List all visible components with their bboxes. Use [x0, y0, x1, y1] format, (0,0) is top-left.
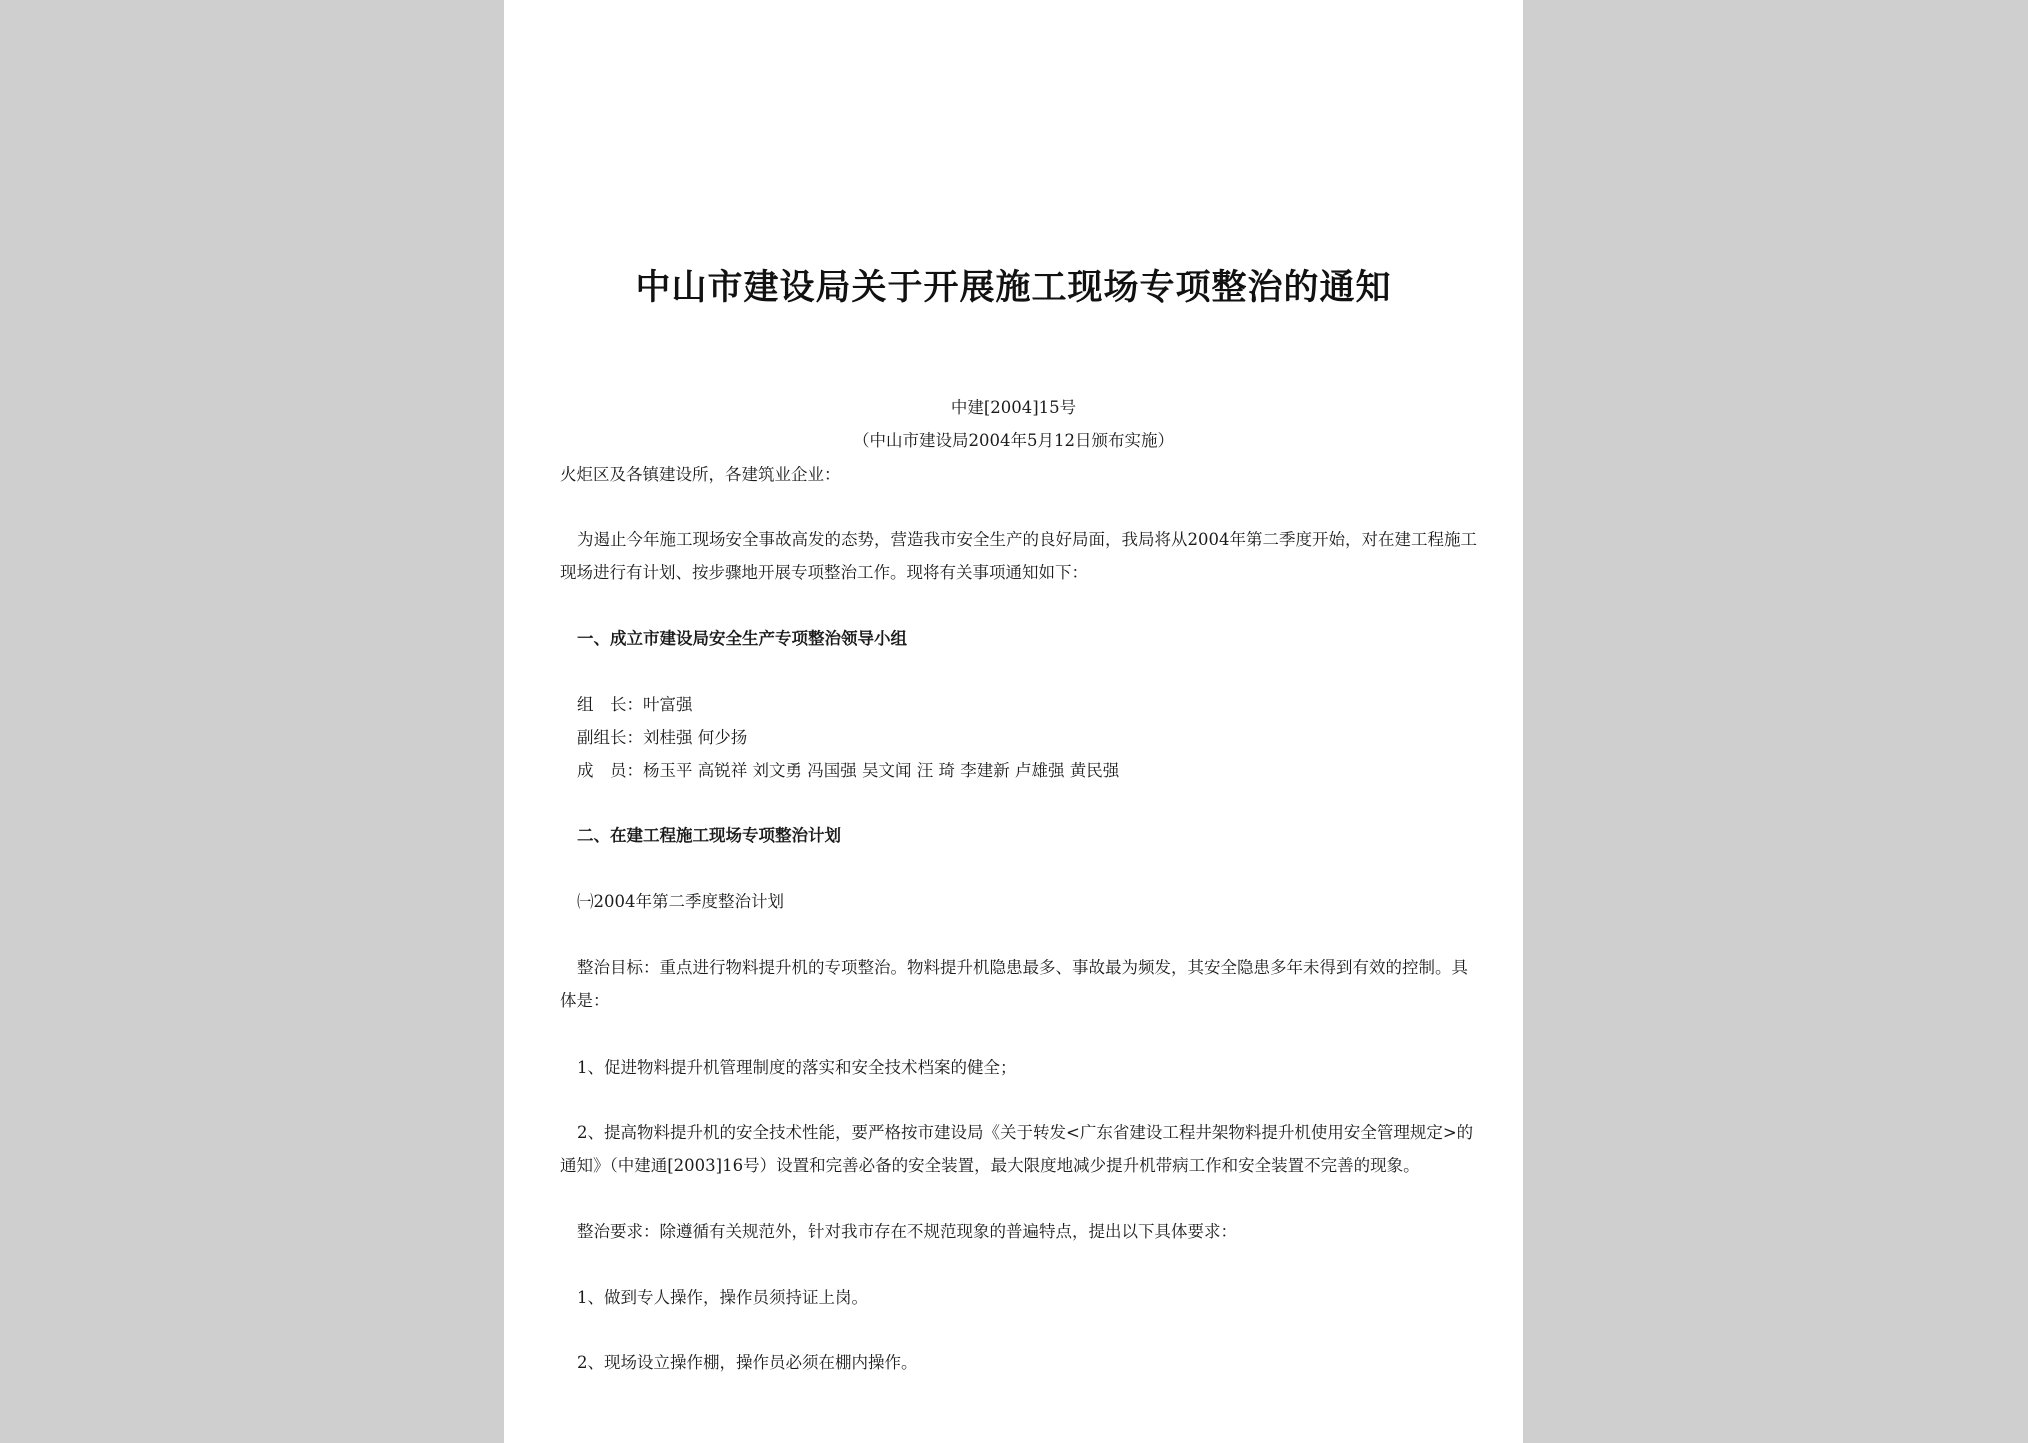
deputy-line: 副组长：刘桂强 何少扬	[577, 728, 748, 747]
requirement-intro: 整治要求：除遵循有关规范外，针对我市存在不规范现象的普遍特点，提出以下具体要求：	[577, 1222, 1237, 1241]
subsection-heading: ㈠2004年第二季度整治计划	[577, 892, 784, 911]
document-page	[504, 0, 1523, 1443]
section-heading: 二、在建工程施工现场专项整治计划	[577, 826, 841, 845]
goal-item: 2、提高物料提升机的安全技术性能，要严格按市建设局《关于转发<广东省建设工程井架物料提升机使用安全管理规定>的	[577, 1123, 1474, 1142]
section-heading: 一、成立市建设局安全生产专项整治领导小组	[577, 629, 907, 648]
document-title: 中山市建设局关于开展施工现场专项整治的通知	[635, 267, 1392, 308]
requirement-item: 2、现场设立操作棚，操作员必须在棚内操作。	[577, 1353, 918, 1372]
goal-paragraph-line: 体是：	[560, 991, 610, 1010]
goal-paragraph-line: 整治目标：重点进行物料提升机的专项整治。物料提升机隐患最多、事故最为频发，其安全隐患多年未得到有效的控制。具	[577, 958, 1468, 977]
requirement-item: 1、做到专人操作，操作员须持证上岗。	[577, 1288, 868, 1307]
leader-line: 组 长：叶富强	[577, 695, 693, 714]
goal-item: 通知》（中建通[2003]16号）设置和完善必备的安全装置，最大限度地减少提升机带病工作和安全装置不完善的现象。	[560, 1156, 1420, 1175]
intro-paragraph-line: 为遏止今年施工现场安全事故高发的态势，营造我市安全生产的良好局面，我局将从2004年第二季度开始，对在建工程施工	[577, 530, 1477, 549]
members-line: 成 员：杨玉平 高锐祥 刘文勇 冯国强 吴文闻 汪 琦 李建新 卢雄强 黄民强	[577, 761, 1120, 780]
goal-item: 1、促进物料提升机管理制度的落实和安全技术档案的健全；	[577, 1058, 1017, 1077]
issue-note: （中山市建设局2004年5月12日颁布实施）	[853, 431, 1174, 450]
addressee: 火炬区及各镇建设所，各建筑业企业：	[560, 465, 841, 484]
document-number: 中建[2004]15号	[950, 398, 1077, 417]
intro-paragraph-line: 现场进行有计划、按步骤地开展专项整治工作。现将有关事项通知如下：	[560, 563, 1088, 582]
